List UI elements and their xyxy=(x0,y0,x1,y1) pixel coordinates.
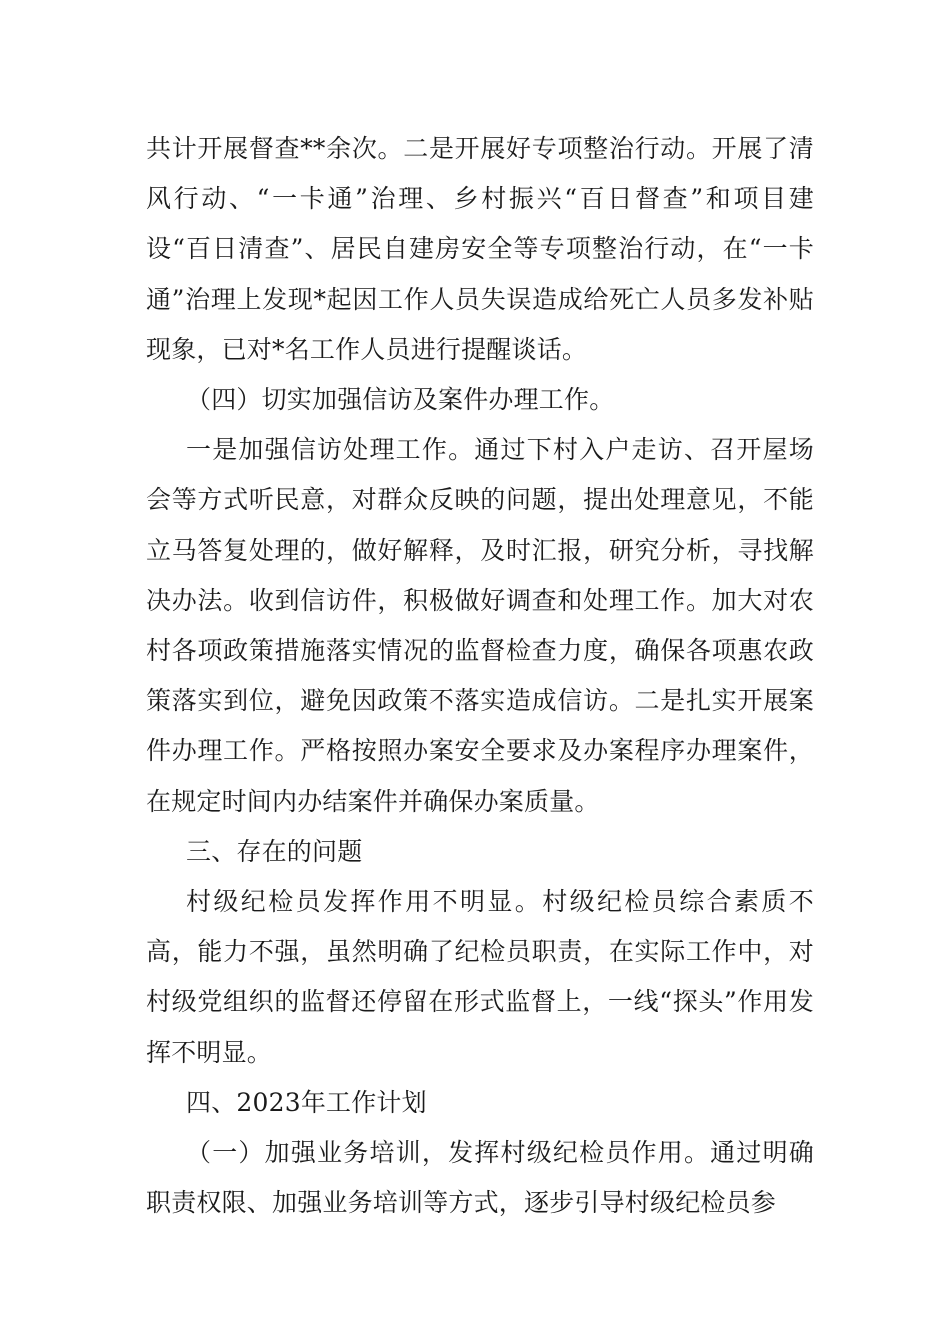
heading-work-plan: 四、2023年工作计划 xyxy=(186,1087,427,1117)
document-body xyxy=(146,124,814,1228)
paragraph-problems-detail: 村级纪检员发挥作用不明显。村级纪检员综合素质不高，能力不强，虽然明确了纪检员职责，在实际工作中，对村级党组织的监督还停留在形式监督上，一线“探头”作用发挥不明显。 xyxy=(146,887,814,1067)
heading-petition-cases: （四）切实加强信访及案件办理工作。 xyxy=(186,385,615,415)
heading-existing-problems: 三、存在的问题 xyxy=(186,836,363,866)
paragraph-inspection-actions: 共计开展督查**余次。二是开展好专项整治行动。开展了清风行动、“一卡通”治理、乡村振兴“百日督查”和项目建设“百日清查”、居民自建房安全等专项整治行动，在“一卡通”治理上发现*起因工作人员失误造成给死亡人员多发补贴现象，已对*名工作人员进行提醒谈话。 xyxy=(146,134,814,364)
paragraph-petition-handling: 一是加强信访处理工作。通过下村入户走访、召开屋场会等方式听民意，对群众反映的问题，提出处理意见，不能立马答复处理的，做好解释，及时汇报，研究分析，寻找解决办法。收到信访件，积极做好调查和处理工作。加大对农村各项政策措施落实情况的监督检查力度，确保各项惠农政策落实到位，避免因政策不落实造成信访。二是扎实开展案件办理工作。严格按照办案安全要求及办案程序办理案件，在规定时间内办结案件并确保办案质量。 xyxy=(146,435,814,816)
paragraph-training-plan: （一）加强业务培训，发挥村级纪检员作用。通过明确职责权限、加强业务培训等方式，逐步引导村级纪检员参 xyxy=(146,1138,814,1218)
